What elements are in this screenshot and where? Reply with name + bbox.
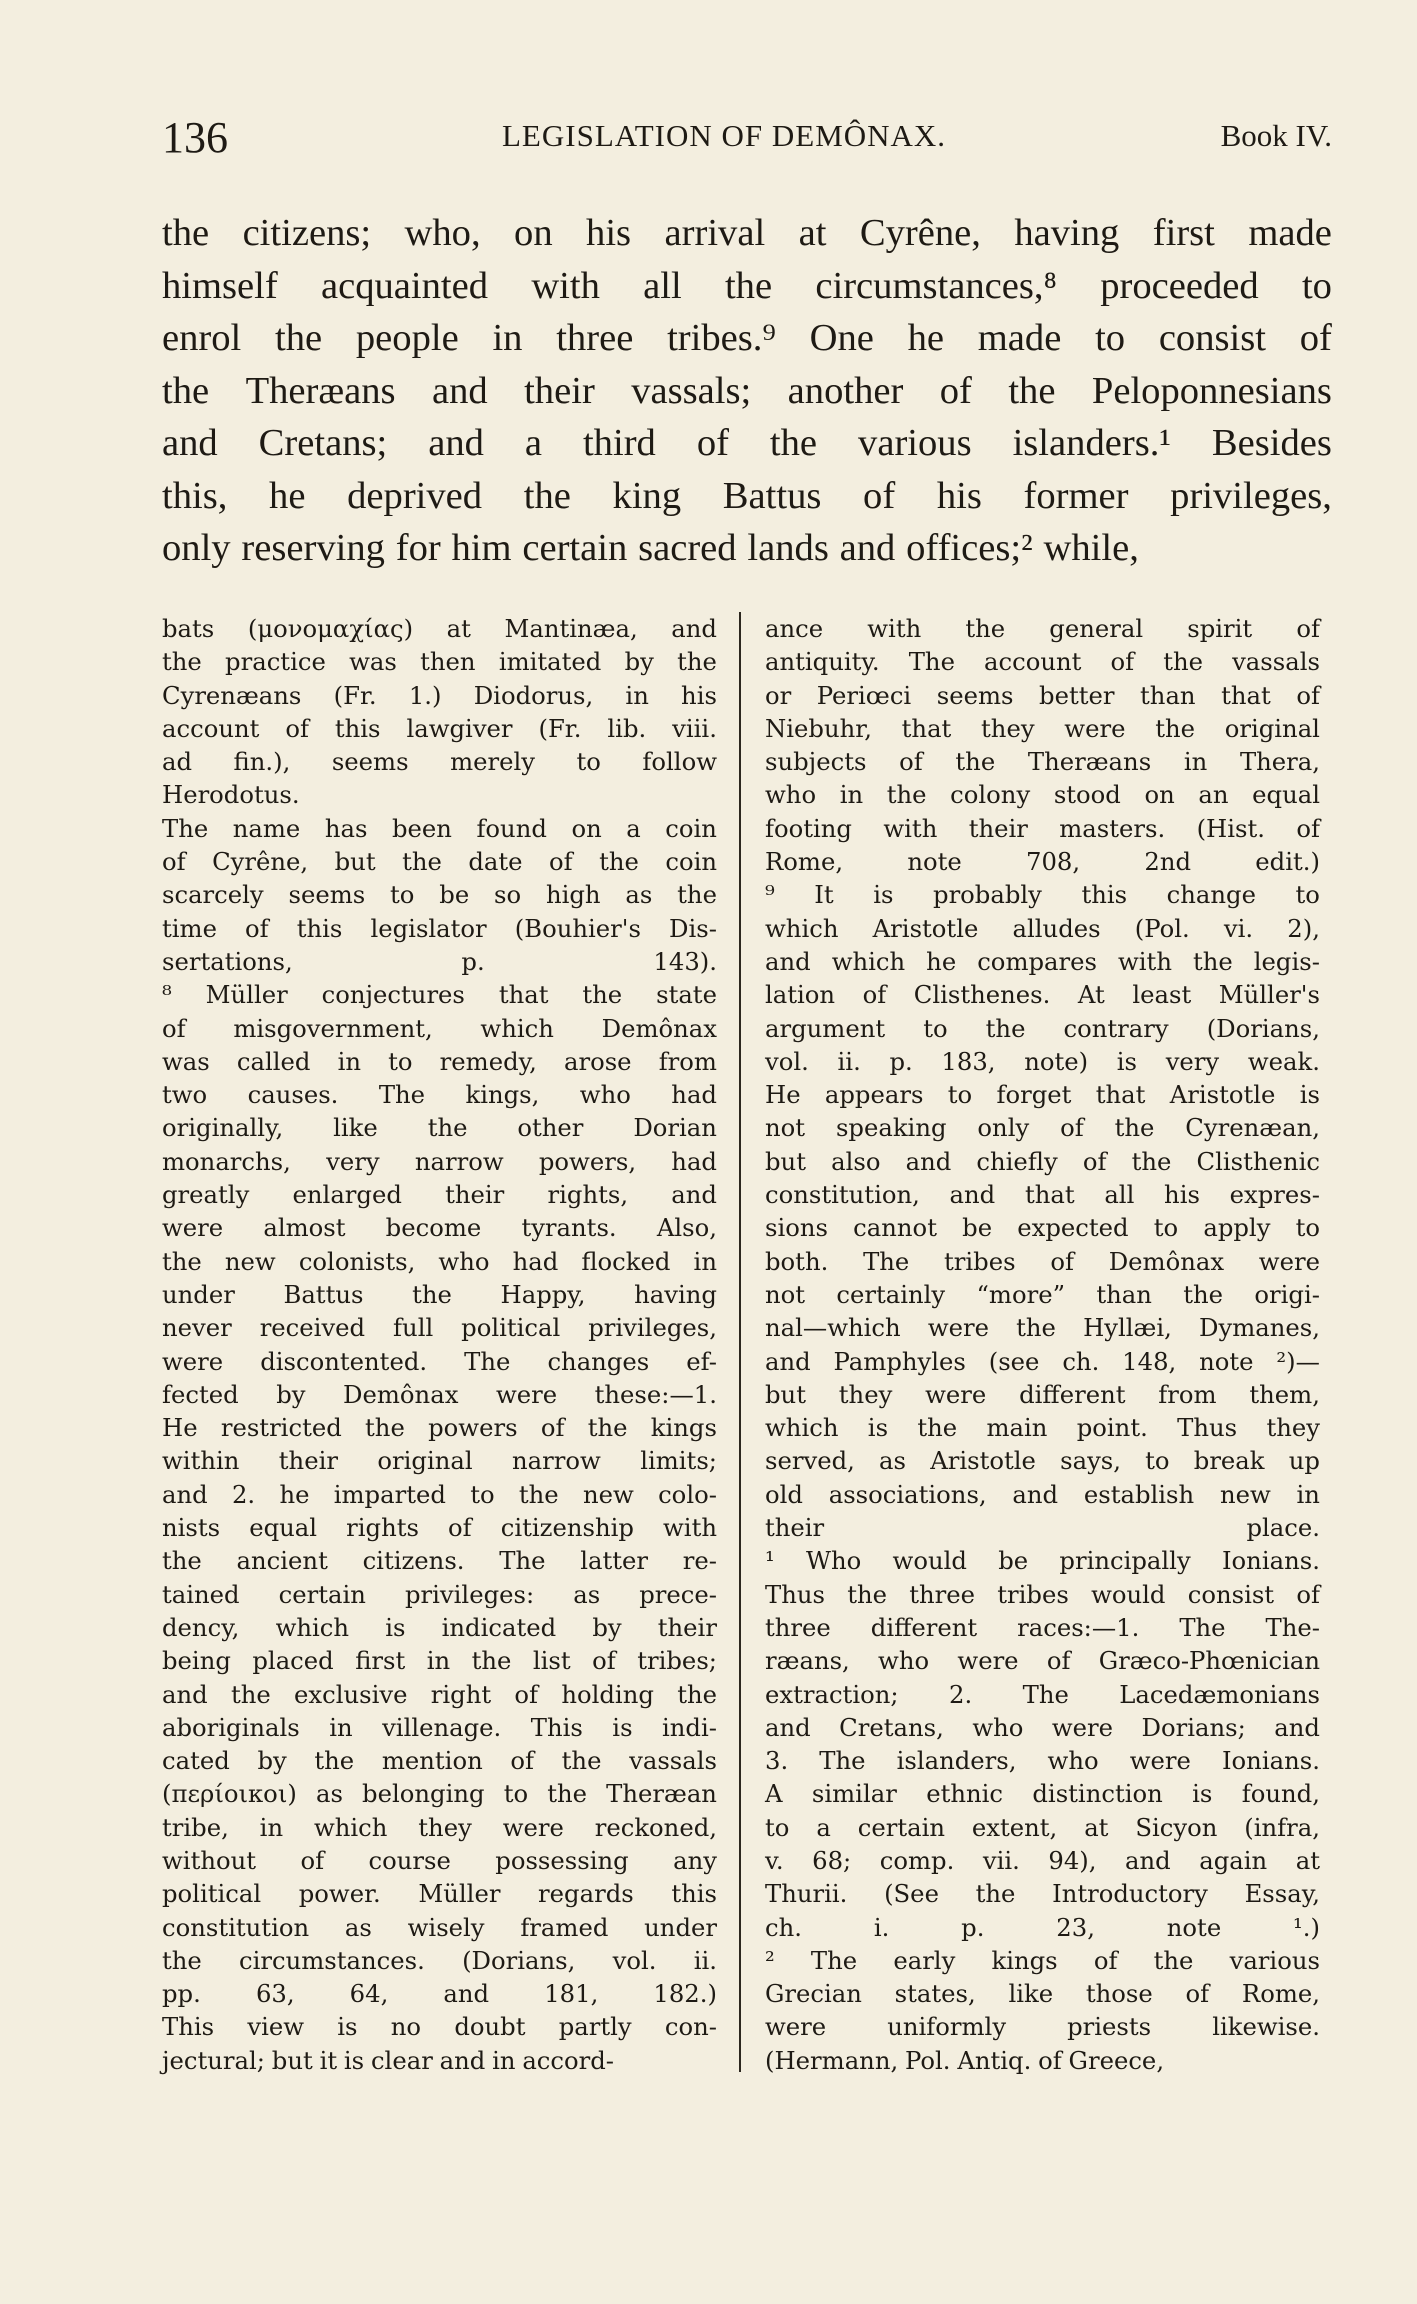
footnote-line: both. The tribes of Demônax were xyxy=(765,1246,1320,1276)
footnote-line: within their original narrow limits; xyxy=(162,1446,717,1476)
footnote-line: argument to the contrary (Dorians, xyxy=(765,1013,1320,1043)
footnote-line: the ancient citizens. The latter re- xyxy=(162,1546,717,1576)
footnote-line: greatly enlarged their rights, and xyxy=(162,1180,717,1210)
footnote-line: account of this lawgiver (Fr. lib. viii. xyxy=(162,713,717,743)
footnote-line: their place. xyxy=(765,1513,1320,1543)
footnote-line: the new colonists, who had flocked in xyxy=(162,1246,717,1276)
footnote-line: monarchs, very narrow powers, had xyxy=(162,1146,717,1176)
page-number: 136 xyxy=(162,113,228,162)
footnote-line: pp. 63, 64, and 181, 182.) xyxy=(162,1979,717,2009)
book-label: Book IV. xyxy=(1220,118,1332,153)
footnote-line: lation of Clisthenes. At least Müller's xyxy=(765,980,1320,1010)
footnote-line: Grecian states, like those of Rome, xyxy=(765,1979,1320,2009)
footnote-line: originally, like the other Dorian xyxy=(162,1113,717,1143)
footnote-line: ræans, who were of Græco-Phœnician xyxy=(765,1646,1320,1676)
footnote-line: jectural; but it is clear and in accord- xyxy=(162,2045,615,2075)
footnote-line: Thurii. (See the Introductory Essay, xyxy=(765,1879,1320,1909)
footnote-line: were discontented. The changes ef- xyxy=(162,1346,717,1376)
footnote-line: were uniformly priests likewise. xyxy=(765,2012,1320,2042)
main-text-block xyxy=(162,207,1332,575)
running-title: LEGISLATION OF DEMÔNAX. xyxy=(502,118,947,153)
footnote-line: v. 68; comp. vii. 94), and again at xyxy=(765,1845,1320,1875)
footnote-line: ⁸ Müller conjectures that the state xyxy=(162,980,717,1010)
footnote-line: not speaking only of the Cyrenæan, xyxy=(765,1113,1320,1143)
footnote-line: and Cretans, who were Dorians; and xyxy=(765,1712,1320,1742)
footnote-line: nists equal rights of citizenship with xyxy=(162,1513,717,1543)
footnote-line: aboriginals in villenage. This is indi- xyxy=(162,1712,717,1742)
footnote-line: ch. i. p. 23, note ¹.) xyxy=(765,1912,1320,1942)
column-divider xyxy=(739,612,741,2072)
footnote-line: tained certain privileges: as prece- xyxy=(162,1579,717,1609)
footnote-line: (περίοικοι) as belonging to the Theræan xyxy=(162,1779,717,1809)
footnote-line: Rome, note 708, 2nd edit.) xyxy=(765,847,1320,877)
footnote-line: Niebuhr, that they were the original xyxy=(765,713,1320,743)
footnote-line: nal—which were the Hyllæi, Dymanes, xyxy=(765,1313,1320,1343)
footnote-line: and Pamphyles (see ch. 148, note ²)— xyxy=(765,1346,1320,1376)
footnote-line: political power. Müller regards this xyxy=(162,1879,717,1909)
footnote-line: He restricted the powers of the kings xyxy=(162,1413,717,1443)
footnote-line: being placed first in the list of tribes; xyxy=(162,1646,717,1676)
footnote-line: 3. The islanders, who were Ionians. xyxy=(765,1746,1320,1776)
footnote-line: of Cyrêne, but the date of the coin xyxy=(162,847,717,877)
footnote-line: Thus the three tribes would consist of xyxy=(765,1579,1320,1609)
footnote-left-column xyxy=(162,612,717,2077)
text-line: this, he deprived the king Battus of his former privileges, xyxy=(162,474,1332,517)
footnote-line: scarcely seems to be so high as the xyxy=(162,880,717,910)
footnote-line: three different races:—1. The The- xyxy=(765,1612,1320,1642)
footnote-line: never received full political privileges, xyxy=(162,1313,717,1343)
footnote-line: bats (μονομαχίας) at Mantinæa, and xyxy=(162,614,717,643)
footnote-line: Herodotus. xyxy=(162,780,300,810)
footnote-line: constitution as wisely framed under xyxy=(162,1912,717,1942)
footnote-line: He appears to forget that Aristotle is xyxy=(765,1080,1320,1110)
footnote-line: and 2. he imparted to the new colo- xyxy=(162,1479,717,1509)
footnote-line: who in the colony stood on an equal xyxy=(765,780,1320,810)
footnote-line: dency, which is indicated by their xyxy=(162,1612,717,1642)
footnote-line: ance with the general spirit of xyxy=(765,614,1320,643)
footnote-line: A similar ethnic distinction is found, xyxy=(765,1779,1320,1809)
footnote-line: were almost become tyrants. Also, xyxy=(162,1213,717,1243)
text-line: and Cretans; and a third of the various islanders.¹ Besides xyxy=(162,422,1332,464)
page-header xyxy=(162,112,1332,162)
footnote-line: vol. ii. p. 183, note) is very weak. xyxy=(765,1046,1320,1076)
text-line: the citizens; who, on his arrival at Cyrêne, having first made xyxy=(162,212,1332,254)
text-line: enrol the people in three tribes.⁹ One he made to consist of xyxy=(162,317,1332,359)
footnote-line: sertations, p. 143). xyxy=(162,946,717,976)
footnote-line: under Battus the Happy, having xyxy=(162,1279,717,1309)
footnote-line: two causes. The kings, who had xyxy=(162,1080,717,1110)
footnote-line: sions cannot be expected to apply to xyxy=(765,1213,1320,1243)
footnote-line: of misgovernment, which Demônax xyxy=(162,1013,717,1043)
footnote-line: ad fin.), seems merely to follow xyxy=(162,747,717,777)
footnote-line: footing with their masters. (Hist. of xyxy=(765,813,1320,843)
footnote-line: or Periœci seems better than that of xyxy=(765,680,1320,710)
footnote-line: ² The early kings of the various xyxy=(765,1945,1320,1975)
footnotes-area xyxy=(162,612,1332,2082)
text-line: only reserving for him certain sacred lands and offices;² while, xyxy=(162,527,1139,569)
footnote-line: tribe, in which they were reckoned, xyxy=(162,1812,717,1842)
footnote-line: without of course possessing any xyxy=(162,1845,717,1875)
footnote-line: (Hermann, Pol. Antiq. of Greece, xyxy=(765,2045,1165,2075)
footnote-line: but also and chiefly of the Clisthenic xyxy=(765,1146,1320,1176)
footnote-line: which Aristotle alludes (Pol. vi. 2), xyxy=(765,913,1320,943)
footnote-line: served, as Aristotle says, to break up xyxy=(765,1446,1320,1476)
footnote-line: and which he compares with the legis- xyxy=(765,946,1320,976)
footnote-line: This view is no doubt partly con- xyxy=(162,2012,717,2042)
footnote-line: and the exclusive right of holding the xyxy=(162,1679,717,1709)
footnote-line: old associations, and establish new in xyxy=(765,1479,1320,1509)
footnote-line: The name has been found on a coin xyxy=(162,813,717,843)
footnote-line: subjects of the Theræans in Thera, xyxy=(765,747,1320,777)
footnote-line: to a certain extent, at Sicyon (infra, xyxy=(765,1812,1320,1842)
footnote-right-column xyxy=(765,612,1320,2077)
footnote-line: which is the main point. Thus they xyxy=(765,1413,1320,1443)
footnote-line: but they were different from them, xyxy=(765,1379,1320,1409)
footnote-line: fected by Demônax were these:—1. xyxy=(162,1379,717,1409)
text-line: himself acquainted with all the circumstances,⁸ proceeded to xyxy=(162,264,1332,307)
text-line: the Theræans and their vassals; another of the Peloponnesians xyxy=(162,369,1332,412)
footnote-line: cated by the mention of the vassals xyxy=(162,1746,717,1776)
footnote-line: the circumstances. (Dorians, vol. ii. xyxy=(162,1945,717,1975)
footnote-line: was called in to remedy, arose from xyxy=(162,1046,717,1076)
footnote-line: time of this legislator (Bouhier's Dis- xyxy=(162,913,717,943)
footnote-line: constitution, and that all his expres- xyxy=(765,1180,1320,1210)
footnote-line: the practice was then imitated by the xyxy=(162,647,717,677)
footnote-line: Cyrenæans (Fr. 1.) Diodorus, in his xyxy=(162,680,717,710)
footnote-line: not certainly “more” than the origi- xyxy=(765,1279,1320,1309)
footnote-line: ¹ Who would be principally Ionians. xyxy=(765,1546,1320,1576)
footnote-line: antiquity. The account of the vassals xyxy=(765,647,1320,677)
footnote-line: extraction; 2. The Lacedæmonians xyxy=(765,1679,1320,1709)
footnote-line: ⁹ It is probably this change to xyxy=(765,880,1320,910)
